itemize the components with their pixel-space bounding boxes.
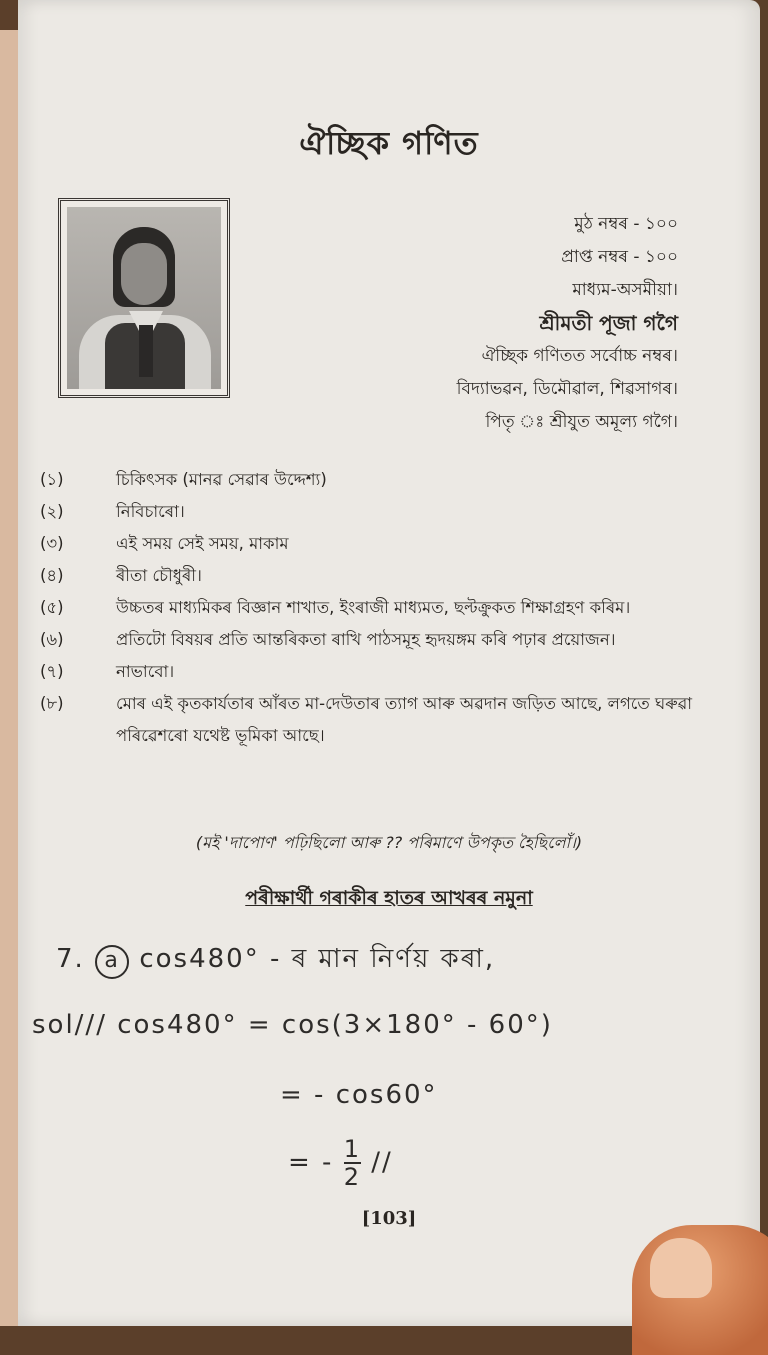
answer-number: (৭) bbox=[40, 662, 64, 681]
line3-suffix: // bbox=[371, 1147, 393, 1178]
book-page bbox=[18, 0, 760, 1326]
answer-text: নাভাবো। bbox=[116, 662, 175, 681]
question-text: cos480° - ৰ মান নিৰ্ণয় কৰা, bbox=[139, 944, 496, 974]
school: বিদ্যাভৱন, ডিমৌৱাল, শিৱসাগৰ। bbox=[456, 379, 678, 399]
fraction-numerator: 1 bbox=[343, 1135, 361, 1163]
achievement: ঐচ্ছিক গণিতত সৰ্বোচ্চ নম্বৰ। bbox=[481, 346, 678, 366]
note-text: (মই 'দাপোণ' পঢ়িছিলো আৰু ?? পৰিমাণে উপকৃত হৈছিলোঁ।) bbox=[195, 833, 583, 852]
line3-prefix: = - bbox=[288, 1147, 334, 1178]
answer-number: (৮) bbox=[40, 694, 64, 713]
answer-number: (৪) bbox=[40, 566, 64, 585]
answer-list bbox=[40, 464, 700, 752]
list-item bbox=[40, 464, 700, 496]
answer-text: চিকিৎসক (মানৱ সেৱাৰ উদ্দেশ্য) bbox=[116, 470, 327, 489]
handwritten-question bbox=[56, 938, 495, 982]
list-item bbox=[40, 592, 700, 624]
answer-number: (৩) bbox=[40, 534, 64, 553]
book-edge bbox=[0, 30, 18, 1326]
fingernail bbox=[650, 1238, 712, 1298]
student-photo bbox=[58, 198, 230, 398]
photo-image bbox=[67, 207, 221, 389]
answer-number: (৫) bbox=[40, 598, 64, 617]
list-item bbox=[40, 528, 700, 560]
solution-line-2: = - cos60° bbox=[280, 1080, 438, 1110]
answer-text: ৰীতা চৌধুৰী। bbox=[116, 566, 202, 585]
list-item bbox=[40, 560, 700, 592]
answer-text: প্ৰতিটো বিষয়ৰ প্ৰতি আন্তৰিকতা ৰাখি পাঠসমূহ হৃদয়ঙ্গম কৰি পঢ়াৰ প্ৰয়োজন। bbox=[116, 630, 616, 649]
father-name: পিতৃ ঃ শ্ৰীযুত অমূল্য গগৈ। bbox=[485, 412, 678, 432]
answer-number: (৬) bbox=[40, 630, 64, 649]
answer-text: এই সময় সেই সময়, মাকাম bbox=[116, 534, 289, 553]
page-number: [103] bbox=[361, 1208, 417, 1229]
solution-line-3 bbox=[288, 1136, 393, 1190]
answer-number: (২) bbox=[40, 502, 64, 521]
full-marks: মুঠ নম্বৰ - ১০০ bbox=[574, 214, 678, 234]
solution-line-1: sol/// cos480° = cos(3×180° - 60°) bbox=[32, 1010, 553, 1040]
list-item bbox=[40, 496, 700, 528]
question-number: 7. bbox=[56, 944, 85, 974]
list-item bbox=[40, 624, 700, 656]
list-item bbox=[40, 688, 700, 752]
answer-text: নিবিচাৰো। bbox=[116, 502, 185, 521]
handwriting-heading: পৰীক্ষাৰ্থী গৰাকীৰ হাতৰ আখৰৰ নমুনা bbox=[245, 887, 533, 909]
fraction bbox=[344, 1136, 361, 1190]
answer-text: উচ্চতৰ মাধ্যমিকৰ বিজ্ঞান শাখাত, ইংৰাজী মাধ্যমত, ছল্টক্ৰুকত শিক্ষাগ্ৰহণ কৰিম। bbox=[116, 598, 631, 617]
question-part: a bbox=[95, 945, 129, 979]
student-info bbox=[457, 208, 678, 439]
medium: মাধ্যম-অসমীয়া। bbox=[572, 280, 678, 300]
list-item bbox=[40, 656, 700, 688]
fraction-denominator: 2 bbox=[343, 1163, 361, 1191]
page-title: ঐচ্ছিক গণিত bbox=[299, 124, 479, 162]
student-name: শ্ৰীমতী পূজা গগৈ bbox=[539, 311, 678, 335]
obtained-marks: প্ৰাপ্ত নম্বৰ - ১০০ bbox=[561, 247, 678, 267]
answer-text: মোৰ এই কৃতকাৰ্যতাৰ আঁৰত মা-দেউতাৰ ত্যাগ আৰু অৱদান জড়িত আছে, লগতে ঘৰুৱা পৰিৱেশৰো যথেষ্ট ভূমিকা আছে। bbox=[116, 694, 693, 745]
answer-number: (১) bbox=[40, 470, 64, 489]
